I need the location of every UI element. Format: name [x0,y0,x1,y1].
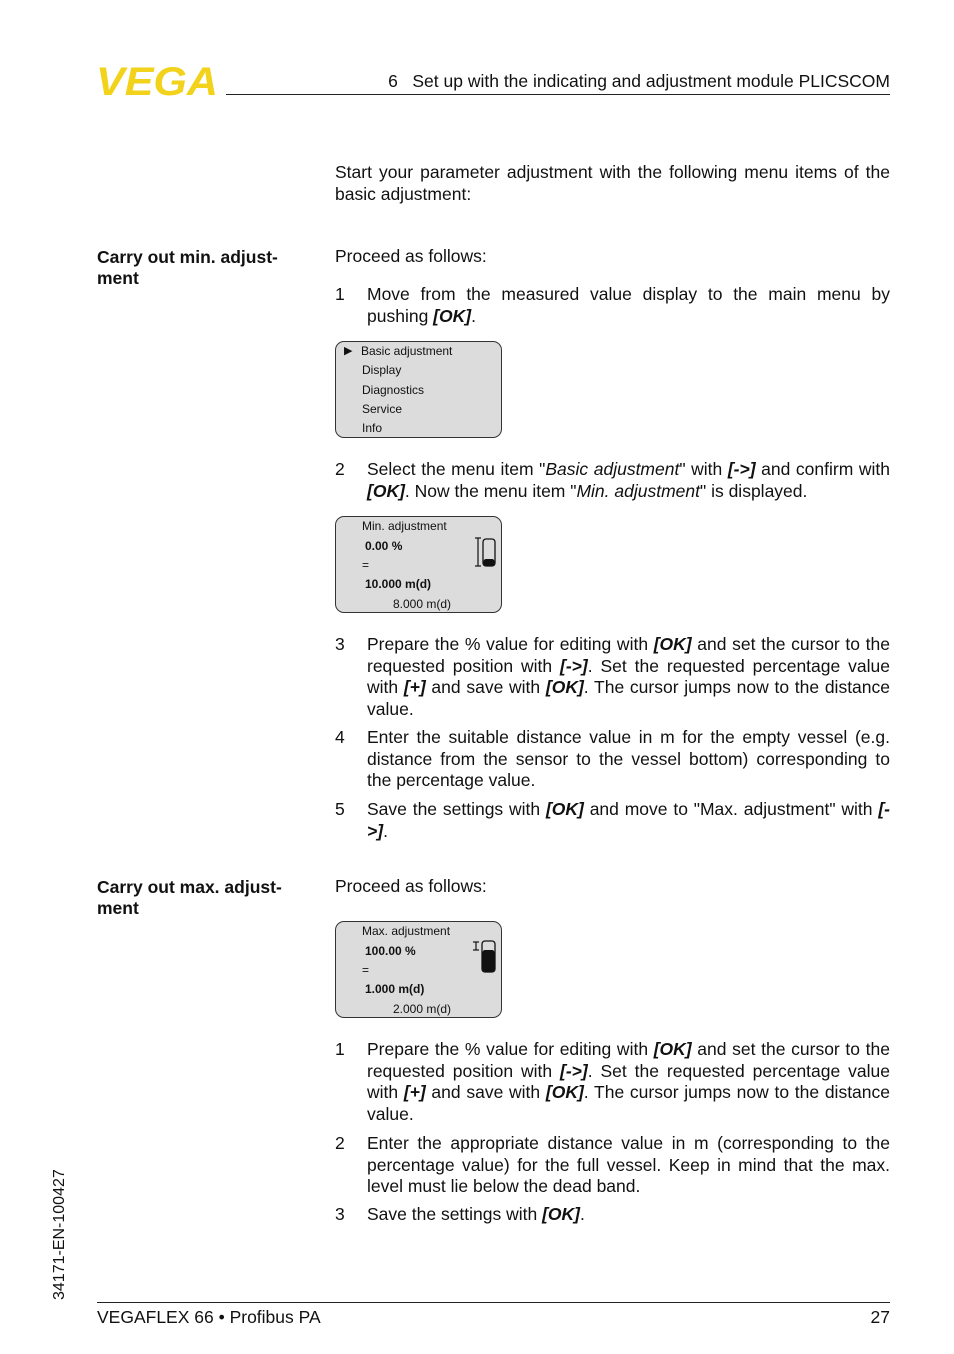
menu-item-service: Service [362,402,403,416]
page-number: 27 [870,1307,890,1327]
vega-logo [96,64,220,98]
step-text: Select the menu item "Basic adjustment" with [->] and confirm with [OK]. Now the menu item "Min. adjustment" is displayed. [367,459,895,501]
svg-text:VEGA: VEGA [96,64,218,98]
step-text: Enter the suitable distance value in m for the empty vessel (e.g. distance from the sensor to the vessel bottom) corresponding to the percentage value. [367,727,890,791]
footer-product: VEGAFLEX 66 • Profibus PA [97,1307,321,1327]
equals-sign: = [362,963,370,977]
step-item [335,1133,891,1199]
step-number: 4 [335,727,345,747]
menu-item-diagnostics: Diagnostics [362,383,425,397]
menu-item-info: Info [362,421,383,435]
step-item [335,727,891,793]
menu-pointer-icon: ▶ [344,345,353,357]
step-item [335,1039,891,1127]
percent-value: 0.00 % [365,539,403,553]
step-text: Save the settings with [OK]. [367,1204,585,1224]
menu-item-basic-adjustment: Basic adjustment [361,344,453,358]
display-title: Min. adjustment [362,519,447,533]
heading-line: Carry out max. adjust- [97,877,282,897]
proceed-text: Proceed as follows: [335,876,487,896]
heading-line: ment [97,898,139,918]
step-number: 5 [335,799,345,819]
step-text: Save the settings with [OK] and move to "Max. adjustment" with [->]. [367,799,890,841]
step-number: 1 [335,1039,345,1059]
step-item [335,634,891,722]
full-vessel-icon [470,939,498,975]
step-item [335,1204,891,1226]
step-item [335,799,891,843]
step-number: 3 [335,634,345,654]
document-id: 34171-EN-100427 [51,1169,68,1300]
step-number: 3 [335,1204,345,1224]
step-number: 2 [335,1133,345,1153]
min-adjustment-display [335,516,502,613]
distance-value: 10.000 m(d) [365,577,432,591]
display-title: Max. adjustment [362,924,451,938]
max-adjustment-heading [97,877,307,919]
step-text: Prepare the % value for editing with [OK] and set the cursor to the requested position with [->]. Set the requested percentage value with [+] and save with [OK]. The cursor jumps now to the distance value. [367,1039,891,1124]
chapter-title: 6 Set up with the indicating and adjustment module PLICSCOM [388,71,890,91]
min-adjustment-heading [97,247,307,289]
step-item [335,459,895,503]
heading-line: Carry out min. adjust- [97,247,278,267]
empty-vessel-icon [472,536,498,570]
header-divider [226,94,890,95]
step-number: 2 [335,459,345,479]
equals-sign: = [362,558,370,572]
max-adjustment-display [335,921,502,1018]
step-text: Enter the appropriate distance value in m (corresponding to the percentage value) for the full vessel. Keep in mind that the max. level must lie below the dead band. [367,1133,890,1197]
step-text: Prepare the % value for editing with [OK] and set the cursor to the requested position with [->]. Set the requested percentage value with [+] and save with [OK]. The cursor jumps now to the distance value. [367,634,891,719]
heading-line: ment [97,268,139,288]
step-item [335,284,891,328]
intro-paragraph: Start your parameter adjustment with the following menu items of the basic adjustment: [335,162,890,204]
main-menu-display [335,341,502,438]
distance-value: 1.000 m(d) [365,982,425,996]
step-text: Move from the measured value display to the main menu by pushing [OK]. [367,284,890,326]
current-distance: 2.000 m(d) [393,1002,452,1016]
percent-value: 100.00 % [365,944,416,958]
step-number: 1 [335,284,345,304]
footer-divider [97,1302,890,1303]
menu-item-display: Display [362,363,402,377]
current-distance: 8.000 m(d) [393,597,452,611]
proceed-text: Proceed as follows: [335,246,487,266]
